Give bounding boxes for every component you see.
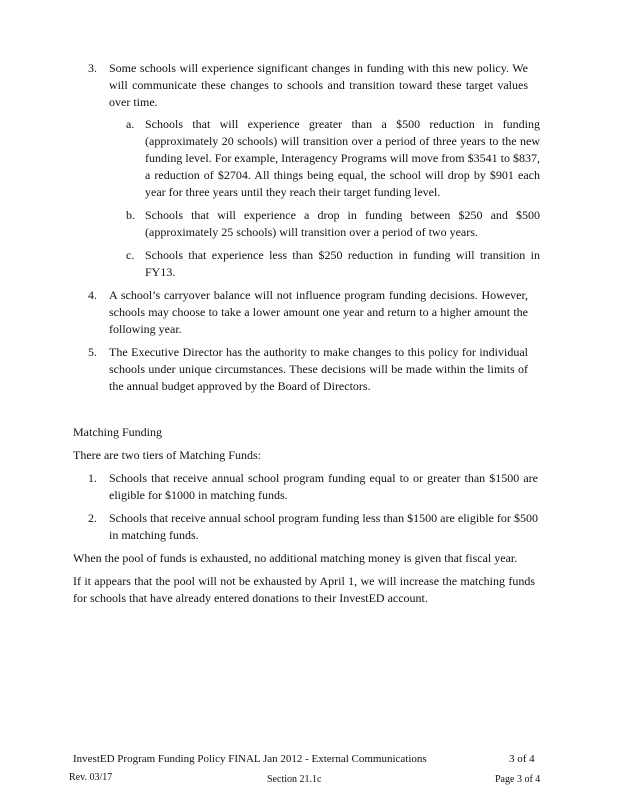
list-item-text: Schools that will experience a drop in funding between $250 and $500 (approximately 25 schools) will transition over a period of two years.: [145, 208, 540, 239]
section-heading: Matching Funding: [73, 425, 162, 439]
matching-tier-2: [88, 510, 538, 544]
policy-item-3: [88, 60, 528, 111]
list-item-text: Some schools will experience significant changes in funding with this new policy. We will communicate these changes to schools and transition toward these target values over time.: [109, 61, 528, 109]
policy-subitem-a: [126, 116, 540, 201]
list-number: 2.: [88, 511, 97, 525]
list-number: 1.: [88, 471, 97, 485]
list-item-text: The Executive Director has the authority to make changes to this policy for individual schools under unique circumstances. These decisions will be made within the limits of the annual budget approved by the Board of Directors.: [109, 345, 528, 393]
policy-item-5: [88, 344, 528, 395]
policy-subitem-c: [126, 247, 540, 281]
policy-item-4: [88, 287, 528, 338]
footer-page-label: Page 3 of 4: [495, 774, 541, 785]
footer-page-of: 3 of 4: [509, 753, 535, 765]
list-letter: b.: [126, 208, 135, 222]
matching-tier-1: [88, 470, 538, 504]
list-number: 3.: [88, 61, 97, 75]
section-intro: There are two tiers of Matching Funds:: [73, 448, 261, 462]
list-item-text: Schools that receive annual school program funding equal to or greater than $1500 are eligible for $1000 in matching funds.: [109, 471, 538, 502]
list-item-text: Schools that will experience greater than a $500 reduction in funding (approximately 20 schools) will transition over a period of three years to the new funding level. For example, Interagency Programs will move from $3541 to $837, a reduction of $2704. All things being equal, the school will drop by $901 each year for three years until they reach their target funding level.: [145, 117, 540, 199]
footer-revision: Rev. 03/17: [69, 772, 113, 783]
list-number: 4.: [88, 288, 97, 302]
list-letter: c.: [126, 248, 135, 262]
list-item-text: Schools that experience less than $250 reduction in funding will transition in FY13.: [145, 248, 540, 279]
matching-paragraph-1: When the pool of funds is exhausted, no additional matching money is given that fiscal year.: [73, 551, 518, 565]
footer-section: Section 21.1c: [267, 774, 322, 785]
policy-subitem-b: [126, 207, 540, 241]
footer-doc-title: InvestED Program Funding Policy FINAL Jan 2012 - External Communications: [73, 753, 427, 765]
list-item-text: Schools that receive annual school program funding less than $1500 are eligible for $500 in matching funds.: [109, 511, 538, 542]
matching-paragraph-2: If it appears that the pool will not be exhausted by April 1, we will increase the matching funds for schools that have already entered donations to their InvestED account.: [73, 574, 535, 605]
list-item-text: A school’s carryover balance will not influence program funding decisions. However, schools may choose to take a lower amount one year and return to a higher amount the following year.: [109, 288, 528, 336]
list-number: 5.: [88, 345, 97, 359]
list-letter: a.: [126, 117, 135, 131]
